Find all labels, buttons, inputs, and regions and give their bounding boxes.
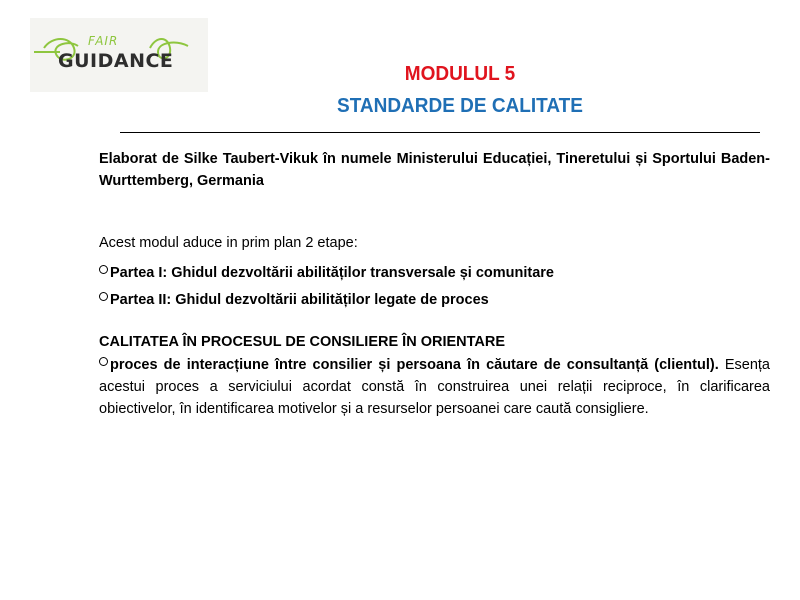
page-title: STANDARDE DE CALITATE <box>337 95 583 117</box>
list-item <box>99 287 770 314</box>
logo-text-fair: FAIR <box>88 34 119 48</box>
part-label: Partea II: Ghidul dezvoltării abilităților legate de proces <box>110 292 489 308</box>
list-item <box>99 260 770 287</box>
bullet-circle-icon <box>99 292 108 301</box>
author-line: Elaborat de Silke Taubert-Vikuk în numele Ministerului Educației, Tineretului și Sportului Baden-Wurttemberg, Germania <box>99 151 770 189</box>
logo-text-guidance: GUIDANCE <box>58 50 174 72</box>
header-divider <box>120 132 760 133</box>
bullet-circle-icon <box>99 357 108 366</box>
module-title: MODULUL 5 <box>404 63 516 85</box>
section-body-text: Esența acestui proces a serviciului acordat constă în construirea unei relații reciproce, în clarificarea obiectivelor, în identificarea motivelor și a resurselor persoanei care caută consigliere. <box>99 357 770 417</box>
fair-guidance-logo <box>30 18 208 92</box>
section-heading: CALITATEA ÎN PROCESUL DE CONSILIERE ÎN ORIENTARE <box>99 334 506 350</box>
part-label: Partea I: Ghidul dezvoltării abilităților transversale și comunitare <box>110 265 554 281</box>
section-bold-text: proces de interacțiune între consilier și persoana în căutare de consultanță (clientul). <box>110 357 719 373</box>
section-paragraph <box>99 354 770 420</box>
main-content <box>99 148 770 420</box>
intro-text: Acest modul aduce in prim plan 2 etape: <box>99 235 358 251</box>
parts-list <box>99 260 770 314</box>
bullet-circle-icon <box>99 265 108 274</box>
